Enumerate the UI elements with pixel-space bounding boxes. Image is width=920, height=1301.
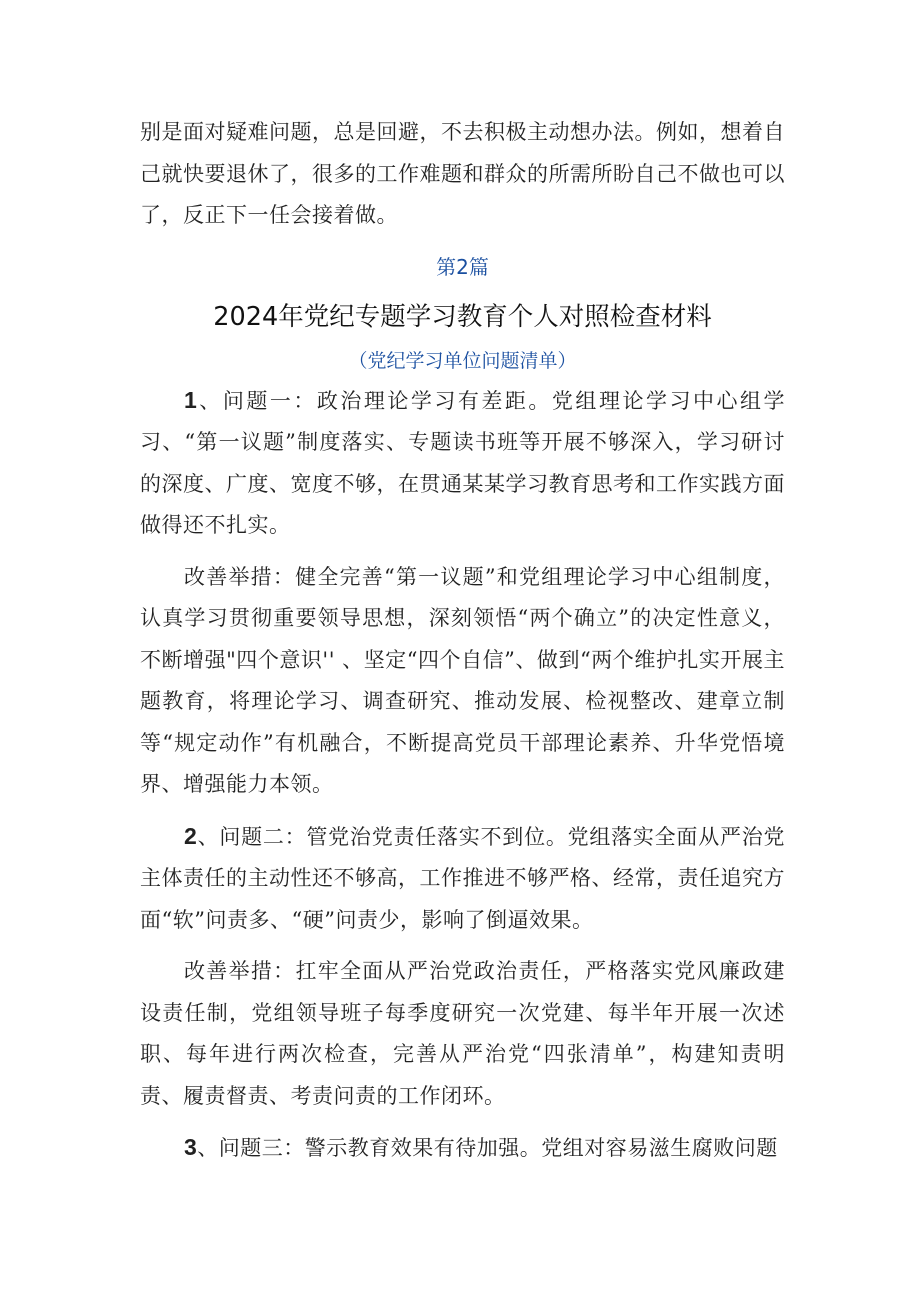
problem-text: 、问题二：管党治党责任落实不到位。党组落实全面从严治党主体责任的主动性还不够高，工作推进不够严格、经常，责任追究方面“软”问责多、“硬”问责少，影响了倒逼效果。 — [140, 824, 785, 932]
measure-paragraph-2: 改善举措：扛牢全面从严治党政治责任，严格落实党风廉政建设责任制，党组领导班子每季度研究一次党建、每半年开展一次述职、每年进行两次检查，完善从严治党“四张清单”，构建知责明责、履责督责、考责问责的工作闭环。 — [140, 959, 785, 1108]
continuation-paragraph: 别是面对疑难问题，总是回避，不去积极主动想办法。例如，想着自己就快要退休了，很多的工作难题和群众的所需所盼自己不做也可以了，反正下一任会接着做。 — [140, 120, 785, 227]
document-title: 2024年党纪专题学习教育个人对照检查材料 — [213, 301, 712, 332]
part-label: 第2篇 — [436, 254, 489, 279]
document-subtitle: （党纪学习单位问题清单） — [348, 349, 577, 372]
problem-number: 3 — [184, 1134, 198, 1160]
document-body — [140, 112, 785, 1170]
problem-paragraph-2 — [140, 816, 785, 942]
problem-text: 、问题一：政治理论学习有差距。党组理论学习中心组学习、“第一议题”制度落实、专题读书班等开展不够深入，学习研讨的深度、广度、宽度不够，在贯通某某学习教育思考和工作实践方面做得还不扎实。 — [140, 388, 785, 537]
problem-number: 2 — [184, 822, 198, 849]
problem-text: 、问题三：警示教育效果有待加强。党组对容易滋生腐败问题 — [197, 1136, 778, 1160]
problem-paragraph-3 — [140, 1127, 785, 1170]
problem-paragraph-1 — [140, 380, 785, 547]
measure-paragraph-1: 改善举措：健全完善“第一议题”和党组理论学习中心组制度，认真学习贯彻重要领导思想，深刻领悟“两个确立”的决定性意义，不断增强"四个意识'' 、坚定“四个自信”、做到“两个维护扎实开展主题教育，将理论学习、调查研究、推动发展、检视整改、建章立制等“规定动作”有机融合，不断提高党员干部理论素养、升华党悟境界、增强能力本领。 — [140, 564, 785, 796]
problem-number: 1 — [184, 386, 198, 413]
